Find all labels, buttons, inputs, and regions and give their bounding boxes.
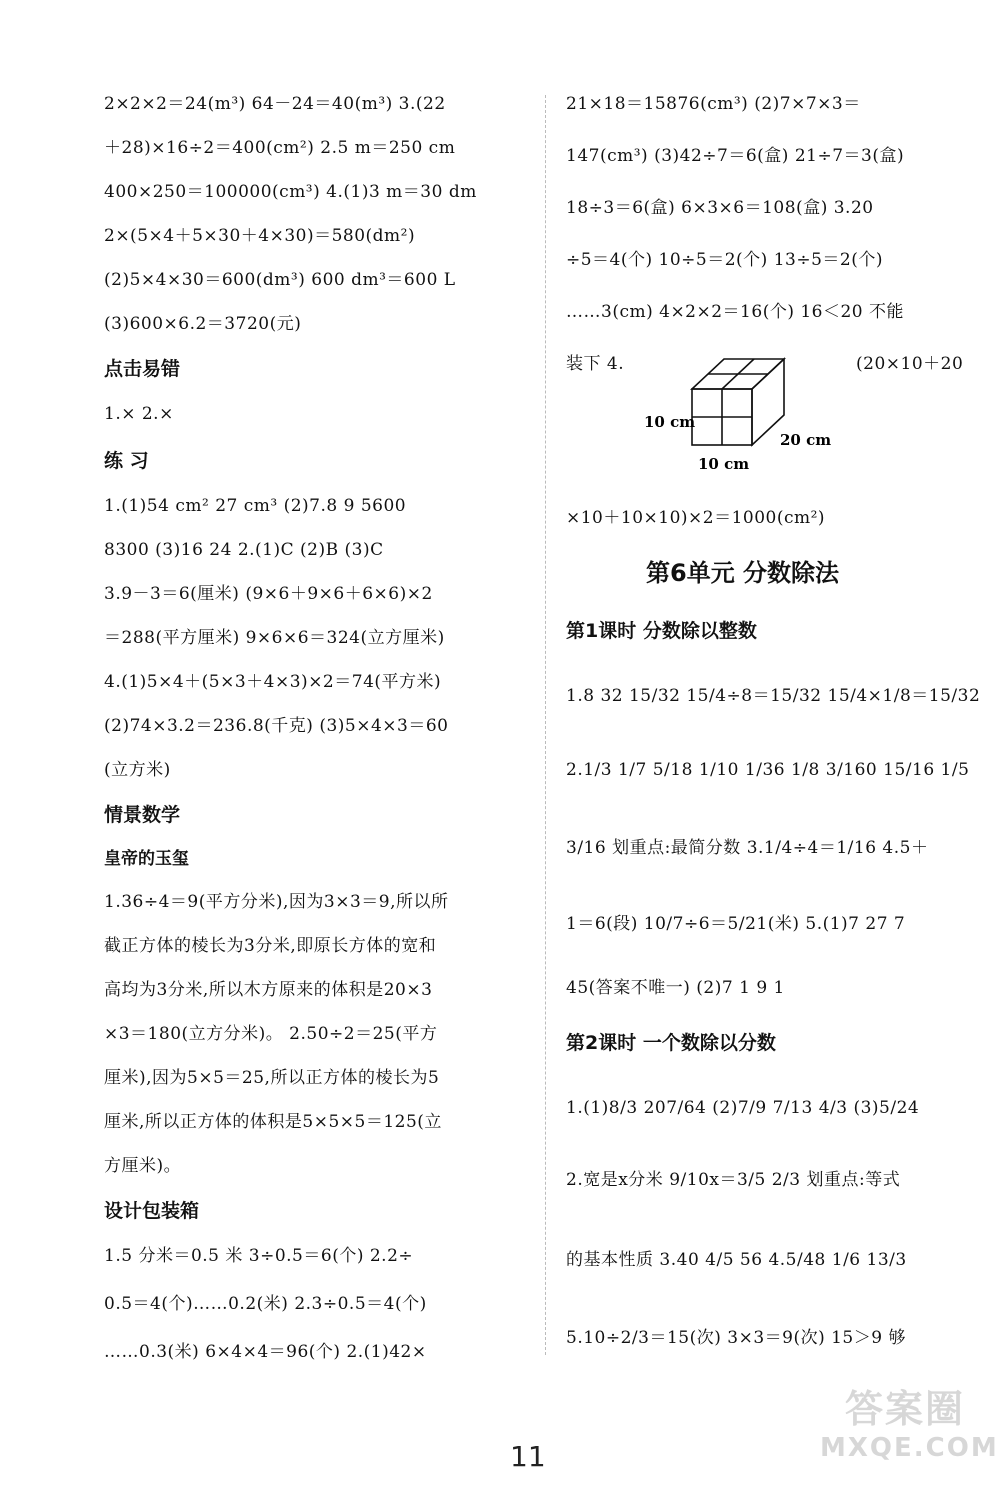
answer-line: 1.× 2.× (104, 404, 174, 424)
answer-line: 1.5 分米＝0.5 米 3÷0.5＝6(个) 2.2÷ (104, 1246, 414, 1266)
page-number: 11 (510, 1440, 546, 1473)
width-label: 10 cm (698, 455, 750, 473)
answer-line: 4.(1)5×4＋(5×3＋4×3)×2＝74(平方米) (104, 672, 442, 692)
answer-line: ×3＝180(立方分米)。 2.50÷2＝25(平方 (104, 1024, 438, 1044)
answer-line: 方厘米)。 (104, 1156, 182, 1176)
watermark-url: MXQE.COM (820, 1433, 999, 1463)
answer-line: 2×2×2＝24(m³) 64－24＝40(m³) 3.(22 (104, 94, 446, 114)
answer-line: 2.1/3 1/7 5/18 1/10 1/36 1/8 3/160 15/16 1/5 (566, 760, 970, 780)
answer-line: 的基本性质 3.40 4/5 56 4.5/48 1/6 13/3 (566, 1250, 907, 1270)
answer-line: (立方米) (104, 760, 171, 780)
answer-line: (2)5×4×30＝600(dm³) 600 dm³＝600 L (104, 270, 456, 290)
answer-line: 2.宽是x分米 9/10x＝3/5 2/3 划重点:等式 (566, 1170, 901, 1190)
answer-line: 厘米),因为5×5＝25,所以正方体的棱长为5 (104, 1068, 440, 1088)
answer-line: 21×18＝15876(cm³) (2)7×7×3＝ (566, 94, 861, 114)
answer-line: 厘米,所以正方体的体积是5×5×5＝125(立 (104, 1112, 442, 1132)
answer-line: ÷5＝4(个) 10÷5＝2(个) 13÷5＝2(个) (566, 250, 883, 270)
answer-line: ×10＋10×10)×2＝1000(cm²) (566, 508, 826, 528)
unit-title: 第6单元 分数除法 (646, 559, 840, 587)
answer-line: 1.(1)54 cm² 27 cm³ (2)7.8 9 5600 (104, 496, 407, 516)
depth-label: 20 cm (780, 431, 832, 449)
section-heading-scene: 情景数学 (104, 804, 181, 826)
answer-line: 装下 4. (566, 354, 625, 374)
answer-line: 400×250＝100000(cm³) 4.(1)3 m＝30 dm (104, 182, 477, 202)
section-heading-box: 设计包装箱 (104, 1200, 200, 1222)
answer-line: 1.(1)8/3 207/64 (2)7/9 7/13 4/3 (3)5/24 (566, 1098, 920, 1118)
answer-line: ＋28)×16÷2＝400(cm²) 2.5 m＝250 cm (104, 138, 456, 158)
answer-line: 18÷3＝6(盒) 6×3×6＝108(盒) 3.20 (566, 198, 874, 218)
answer-line: ……0.3(米) 6×4×4＝96(个) 2.(1)42× (104, 1342, 427, 1362)
answer-line: 1.8 32 15/32 15/4÷8＝15/32 15/4×1/8＝15/32 (566, 686, 981, 706)
lesson1-title: 第1课时 分数除以整数 (566, 620, 757, 642)
section-heading-error: 点击易错 (104, 358, 181, 380)
answer-line: 8300 (3)16 24 2.(1)C (2)B (3)C (104, 540, 384, 560)
answer-line: 高均为3分米,所以木方原来的体积是20×3 (104, 980, 433, 1000)
watermark-logo (820, 1378, 999, 1478)
lesson2-title: 第2课时 一个数除以分数 (566, 1032, 776, 1054)
answer-line: (20×10＋20 (856, 354, 964, 374)
subsection-heading-jade: 皇帝的玉玺 (104, 849, 189, 869)
answer-line: 3/16 划重点:最简分数 3.1/4÷4＝1/16 4.5＋ (566, 838, 929, 858)
height-label: 10 cm (644, 413, 696, 431)
answer-line: 0.5＝4(个)……0.2(米) 2.3÷0.5＝4(个) (104, 1294, 427, 1314)
cuboid-figure (642, 349, 842, 479)
answer-line: (3)600×6.2＝3720(元) (104, 314, 302, 334)
answer-line: 5.10÷2/3＝15(次) 3×3＝9(次) 15＞9 够 (566, 1328, 906, 1348)
answer-line: ……3(cm) 4×2×2＝16(个) 16＜20 不能 (566, 302, 905, 322)
watermark-text: 答案圈 (844, 1387, 965, 1431)
answer-line: 3.9－3＝6(厘米) (9×6＋9×6＋6×6)×2 (104, 584, 433, 604)
answer-line: 147(cm³) (3)42÷7＝6(盒) 21÷7＝3(盒) (566, 146, 905, 166)
section-heading-practice: 练 习 (104, 450, 149, 472)
answer-line: 45(答案不唯一) (2)7 1 9 1 (566, 978, 785, 998)
answer-line: 截正方体的棱长为3分米,即原长方体的宽和 (104, 936, 437, 956)
answer-line: (2)74×3.2＝236.8(千克) (3)5×4×3＝60 (104, 716, 449, 736)
answer-line: 1＝6(段) 10/7÷6＝5/21(米) 5.(1)7 27 7 (566, 914, 906, 934)
answer-line: ＝288(平方厘米) 9×6×6＝324(立方厘米) (104, 628, 445, 648)
column-divider (545, 95, 546, 1355)
answer-line: 2×(5×4＋5×30＋4×30)＝580(dm²) (104, 226, 416, 246)
answer-line: 1.36÷4＝9(平方分米),因为3×3＝9,所以所 (104, 892, 449, 912)
